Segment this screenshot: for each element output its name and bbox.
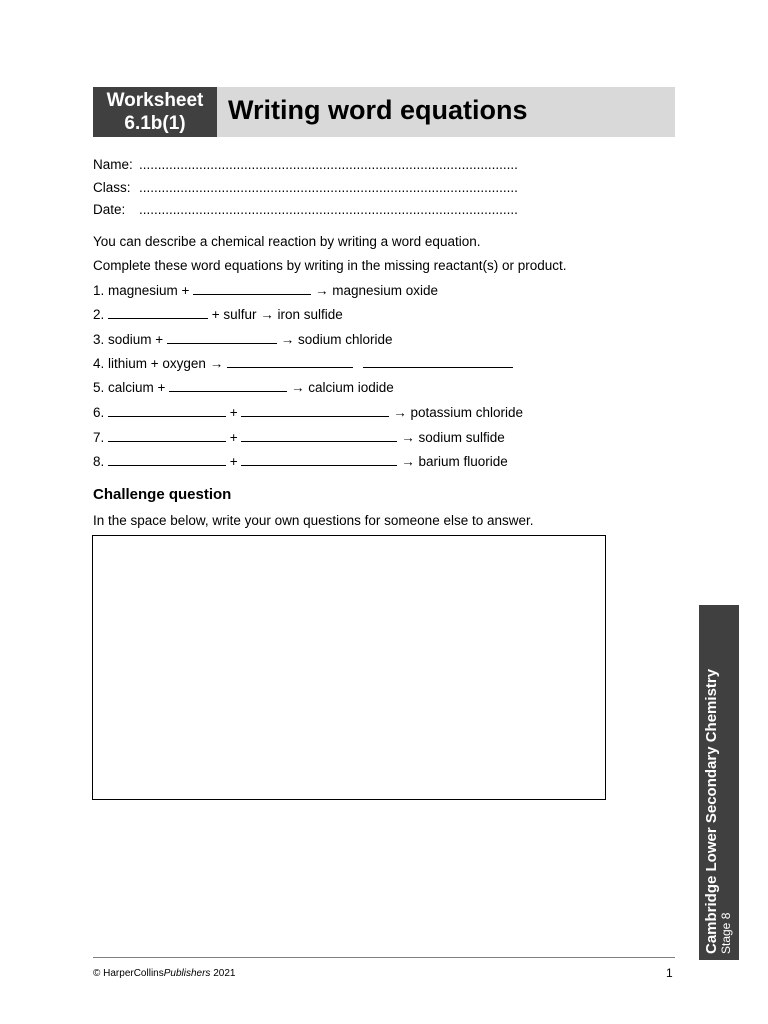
arrow-icon: → (401, 454, 415, 469)
page-title: Writing word equations (228, 95, 528, 125)
equation-8-product: barium fluoride (418, 454, 508, 469)
name-dots: ..................................................................................................... (139, 157, 518, 172)
worksheet-number: 6.1b(1) (124, 113, 186, 134)
challenge-heading: Challenge question (93, 486, 232, 503)
answer-blank[interactable] (363, 355, 513, 368)
equation-1 (93, 282, 438, 298)
side-tab (699, 605, 739, 960)
worksheet-badge (93, 87, 217, 137)
answer-blank[interactable] (193, 282, 311, 295)
equation-8-start: 8. (93, 454, 105, 469)
arrow-icon: → (314, 283, 329, 298)
answer-box[interactable] (92, 535, 606, 800)
equation-6 (93, 404, 523, 420)
date-dots: ..................................................................................................... (139, 202, 518, 217)
series-title: Cambridge Lower Secondary Chemistry (703, 668, 720, 954)
answer-blank[interactable] (108, 429, 226, 442)
instruction-text: Complete these word equations by writing in the missing reactant(s) or product. (93, 258, 567, 273)
arrow-icon: → (260, 307, 274, 322)
answer-blank[interactable] (108, 306, 208, 319)
equation-6-product: potassium chloride (410, 405, 524, 420)
copyright-italic: Publishers (163, 968, 211, 979)
side-tab-text (699, 605, 739, 960)
copyright-year: 2021 (210, 968, 236, 979)
class-field[interactable] (93, 180, 518, 195)
worksheet-label: Worksheet (106, 90, 204, 111)
arrow-icon: → (280, 332, 295, 347)
answer-blank[interactable] (241, 453, 397, 466)
plus-sign: + (229, 430, 238, 445)
answer-blank[interactable] (169, 379, 287, 392)
equation-5 (93, 379, 394, 395)
equation-7-product: sodium sulfide (418, 430, 505, 445)
date-label: Date: (93, 202, 126, 217)
plus-sign: + (229, 454, 238, 469)
equation-2 (93, 306, 343, 322)
answer-blank[interactable] (227, 355, 353, 368)
equation-6-start: 6. (93, 405, 105, 420)
arrow-icon: → (290, 380, 305, 395)
answer-blank[interactable] (108, 404, 226, 417)
copyright-prefix: © HarperCollins (93, 968, 164, 979)
class-label: Class: (93, 180, 131, 195)
equation-3 (93, 331, 393, 347)
answer-blank[interactable] (167, 331, 277, 344)
equation-2-start: 2. (93, 307, 105, 322)
stage-label: Stage 8 (719, 912, 733, 954)
answer-blank[interactable] (241, 404, 389, 417)
copyright (93, 968, 235, 979)
name-label: Name: (93, 157, 133, 172)
page-number: 1 (666, 966, 673, 980)
equation-1-start: 1. magnesium + (93, 283, 190, 298)
equation-5-product: calcium iodide (308, 380, 394, 395)
plus-sign: + (229, 405, 238, 420)
footer-divider (93, 957, 675, 958)
equation-5-start: 5. calcium + (93, 380, 166, 395)
equation-2-reactant: + sulfur (211, 307, 257, 322)
class-dots: ..................................................................................................... (139, 180, 518, 195)
equation-7-start: 7. (93, 430, 105, 445)
equation-4-start: 4. lithium + oxygen (93, 356, 206, 371)
intro-text: You can describe a chemical reaction by writing a word equation. (93, 234, 481, 249)
equation-3-start: 3. sodium + (93, 332, 164, 347)
arrow-icon: → (401, 430, 415, 445)
name-field[interactable] (93, 157, 518, 172)
challenge-instruction: In the space below, write your own questions for someone else to answer. (93, 513, 534, 528)
equation-8 (93, 453, 508, 469)
answer-blank[interactable] (241, 429, 397, 442)
arrow-icon: → (393, 405, 407, 420)
equation-1-product: magnesium oxide (332, 283, 439, 298)
equation-2-product: iron sulfide (277, 307, 343, 322)
equation-3-product: sodium chloride (297, 332, 393, 347)
equation-4 (93, 355, 513, 371)
answer-blank[interactable] (108, 453, 226, 466)
date-field[interactable] (93, 202, 518, 217)
equation-7 (93, 429, 505, 445)
arrow-icon: → (209, 356, 224, 371)
